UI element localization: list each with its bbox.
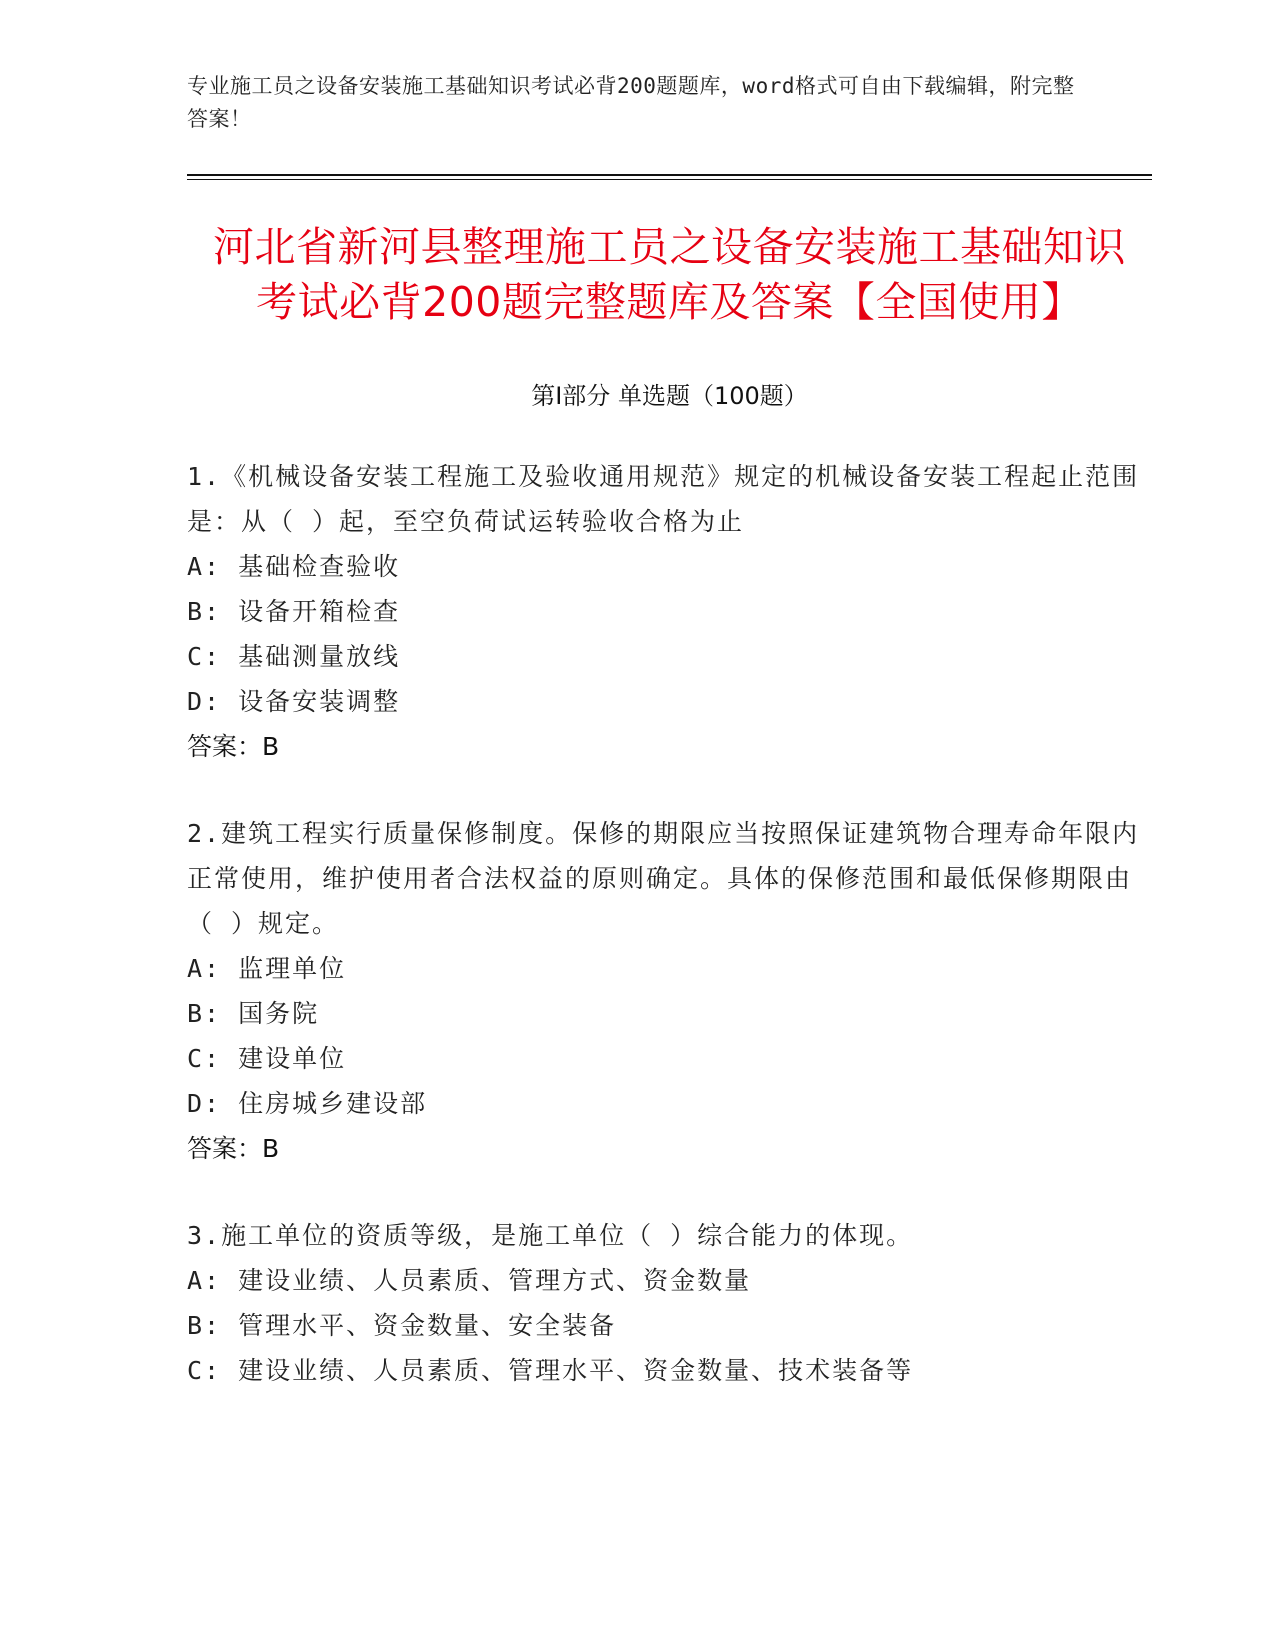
answer-label: 答案： [187,732,263,761]
divider-thick-line [187,174,1152,176]
question-option-c: C: 建设业绩、人员素质、管理水平、资金数量、技术装备等 [187,1356,914,1385]
question-answer [187,1126,1152,1171]
question-stem: 3.施工单位的资质等级，是施工单位（ ）综合能力的体现。 [187,1221,914,1250]
question-option-c: C: 建设单位 [187,1044,347,1073]
question-stem: 2.建筑工程实行质量保修制度。保修的期限应当按照保证建筑物合理寿命年限内正常使用，维护使用者合法权益的原则确定。具体的保修范围和最低保修期限由（ ）规定。 [187,819,1140,938]
question-option-d: D: 住房城乡建设部 [187,1089,428,1118]
question-option-a: A: 监理单位 [187,954,347,983]
question-stem: 1.《机械设备安装工程施工及验收通用规范》规定的机械设备安装工程起止范围是：从（ ）起，至空负荷试运转验收合格为止 [187,462,1140,536]
question-option-a: A: 基础检查验收 [187,552,401,581]
divider-thin-line [187,179,1152,180]
question-option-b: B: 国务院 [187,999,320,1028]
answer-value: B [262,732,280,761]
header-divider [187,174,1152,180]
answer-label: 答案： [187,1134,263,1163]
question-option-d: D: 设备安装调整 [187,687,401,716]
question-option-b: B: 设备开箱检查 [187,597,401,626]
question-answer [187,724,1152,769]
question-1 [187,454,1152,769]
question-option-c: C: 基础测量放线 [187,642,401,671]
section-title: 第Ⅰ部分 单选题（100题） [531,382,808,410]
answer-value: B [262,1134,280,1163]
question-2 [187,811,1152,1171]
question-3 [187,1213,1152,1393]
document-page [187,70,1152,1393]
header-note: 专业施工员之设备安装施工基础知识考试必背200题题库，word格式可自由下载编辑，附完整答案！ [187,74,1075,131]
question-option-a: A: 建设业绩、人员素质、管理方式、资金数量 [187,1266,752,1295]
question-option-b: B: 管理水平、资金数量、安全装备 [187,1311,617,1340]
document-title: 河北省新河县整理施工员之设备安装施工基础知识考试必背200题完整题库及答案【全国使用】 [213,223,1126,326]
